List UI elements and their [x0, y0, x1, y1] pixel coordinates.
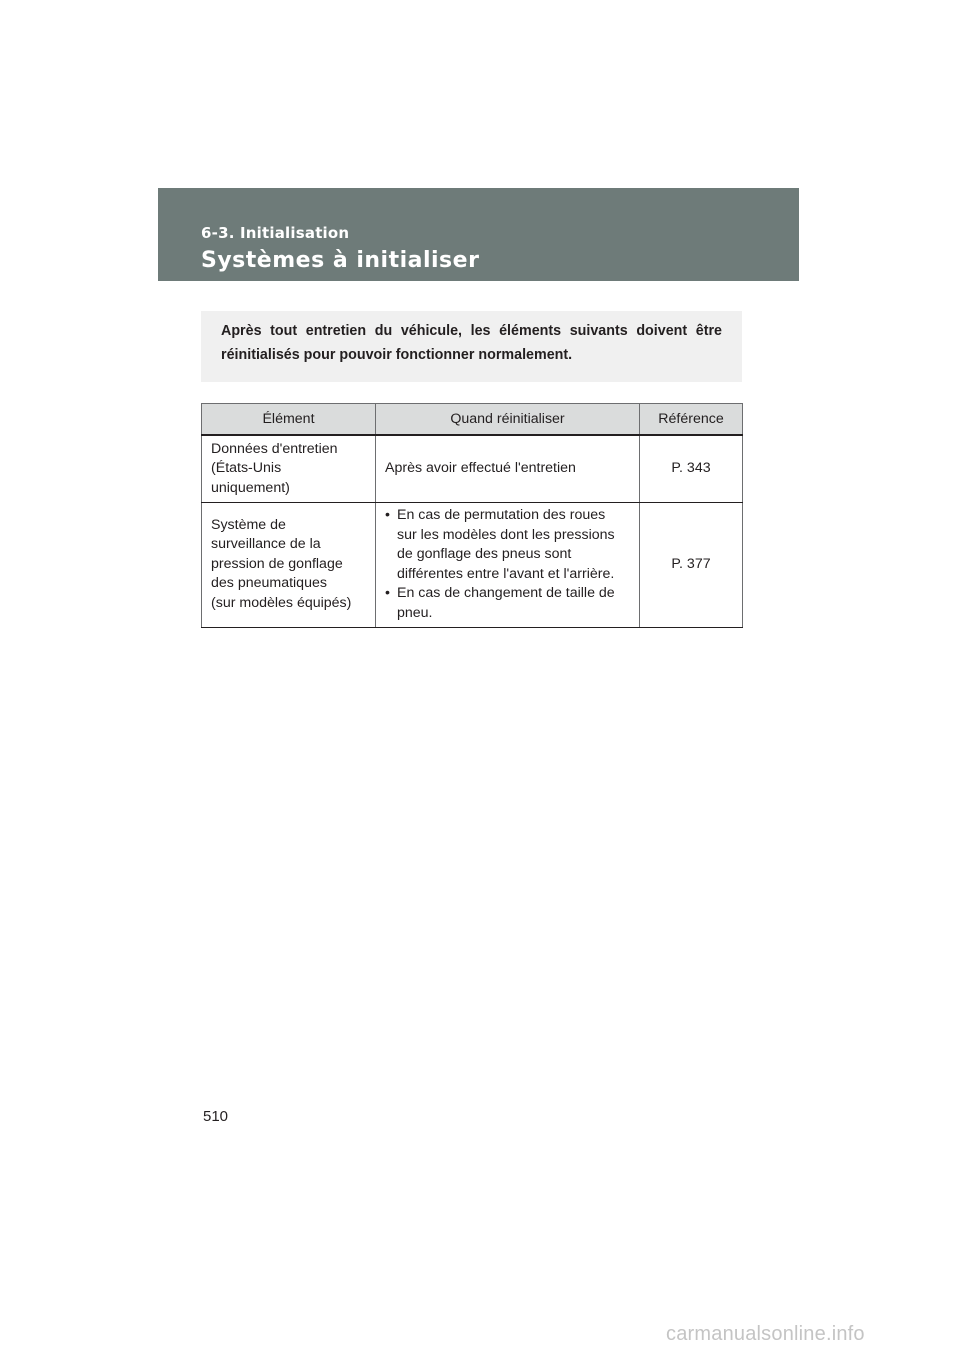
watermark: carmanualsonline.info	[666, 1323, 865, 1345]
page-number: 510	[203, 1108, 229, 1125]
bullet-line: sur les modèles dont les pressions	[397, 526, 615, 543]
bullet-item	[385, 584, 630, 623]
column-header-item: Élément	[202, 404, 376, 436]
column-header-when: Quand réinitialiser	[376, 404, 640, 436]
reference-cell: P. 343	[640, 435, 743, 502]
item-line: Données d'entretien	[211, 440, 338, 457]
item-line: Système de	[211, 516, 286, 533]
intro-box	[201, 311, 742, 382]
item-line: (sur modèles équipés)	[211, 594, 352, 611]
item-line: des pneumatiques	[211, 575, 327, 592]
item-cell	[202, 502, 376, 627]
when-line: Après avoir effectué l'entretien	[385, 460, 576, 476]
bullet-line: différentes entre l'avant et l'arrière.	[397, 565, 615, 582]
when-cell	[376, 435, 640, 502]
bullet-line: • En cas de permutation des roues	[397, 507, 606, 523]
table-row	[202, 435, 743, 502]
item-line: surveillance de la	[211, 536, 321, 553]
bullet-item	[385, 506, 630, 584]
when-bullet-list	[385, 506, 630, 623]
section-header	[158, 188, 799, 281]
column-header-reference: Référence	[640, 404, 743, 436]
item-line: uniquement)	[211, 479, 290, 496]
table-row	[202, 502, 743, 627]
item-cell	[202, 435, 376, 502]
bullet-line: pneu.	[397, 604, 433, 621]
when-cell	[376, 502, 640, 627]
reset-systems-table	[201, 403, 743, 628]
bullet-line: de gonflage des pneus sont	[397, 546, 572, 562]
section-label: 6-3. Initialisation	[201, 224, 350, 242]
item-line: (États-Unis	[211, 460, 282, 476]
intro-text: Après tout entretien du véhicule, les éléments suivants doivent être réinitialisés pour pouvoir fonctionner normalement.	[221, 323, 722, 363]
bullet-line: • En cas de changement de taille de	[397, 585, 615, 601]
item-line: pression de gonflage	[211, 555, 343, 572]
page-title: Systèmes à initialiser	[201, 248, 480, 273]
reference-cell: P. 377	[640, 502, 743, 627]
table-header-row	[202, 404, 743, 436]
